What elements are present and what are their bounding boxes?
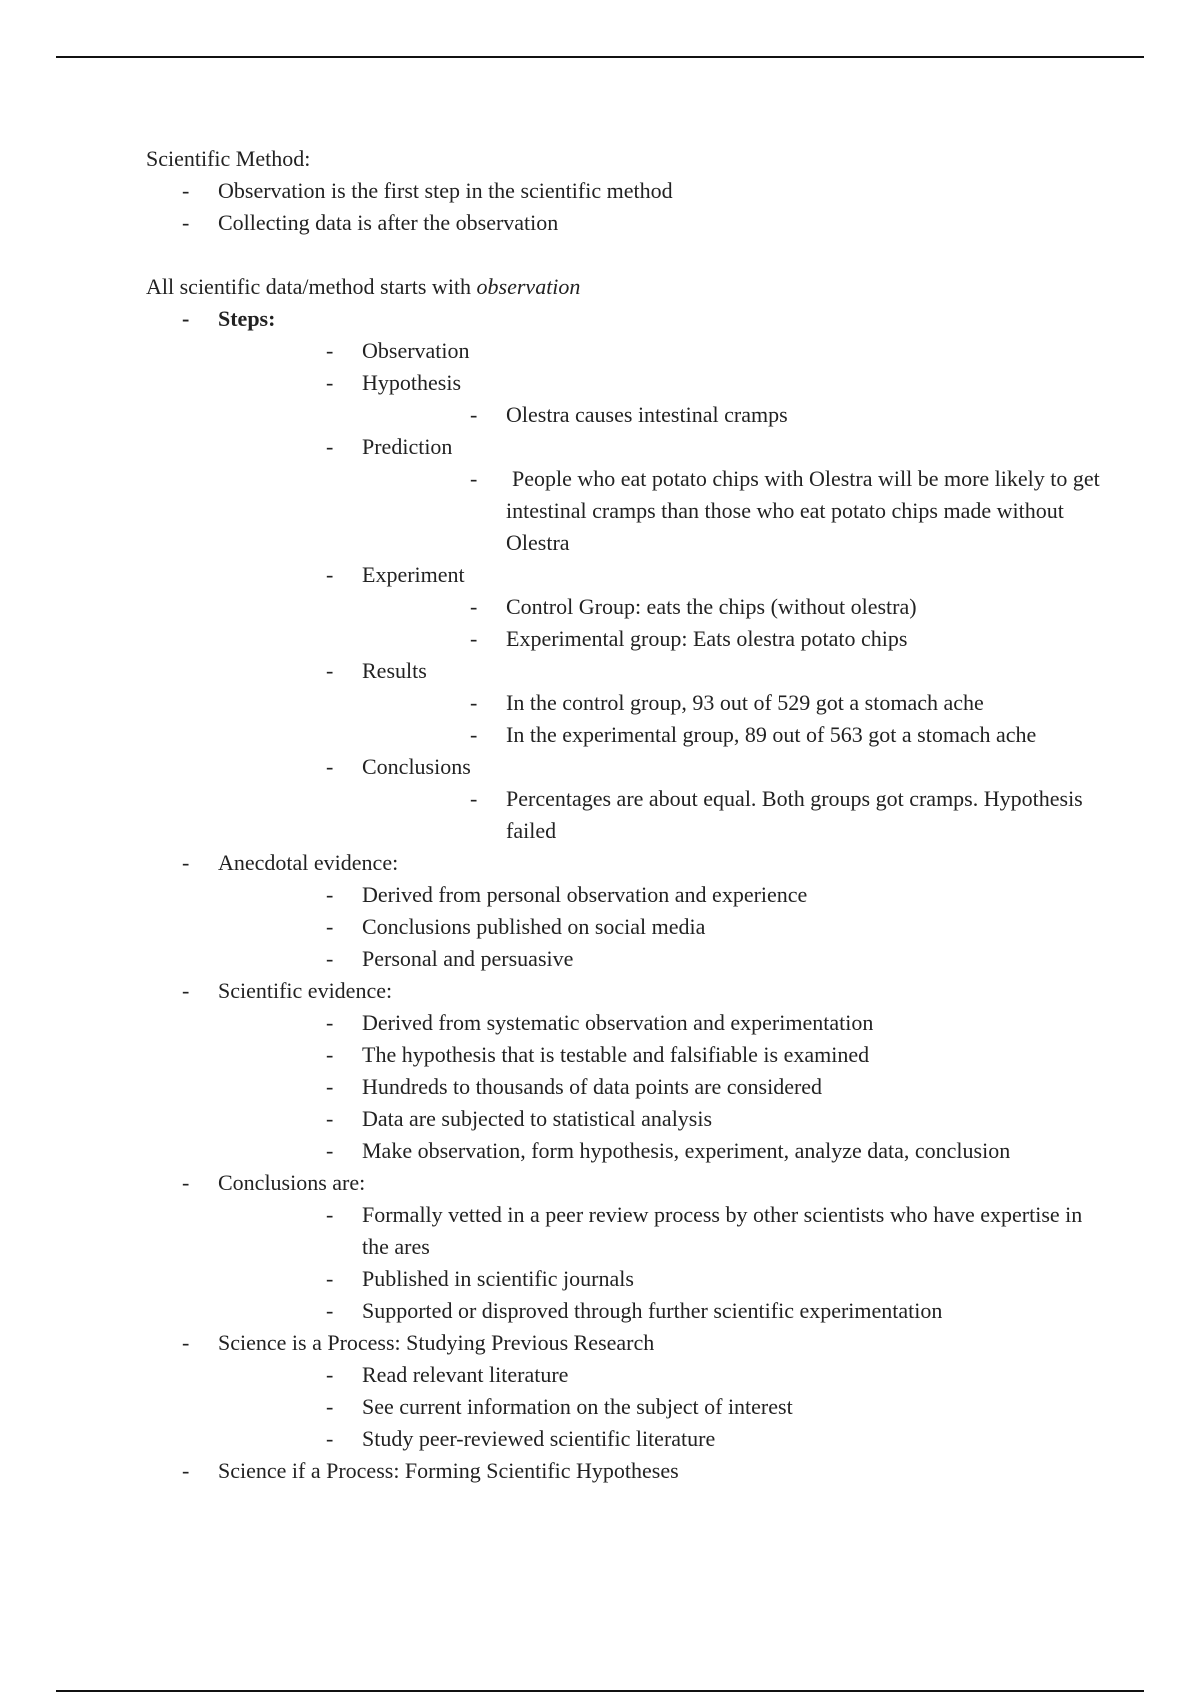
bottom-rule [56,1690,1144,1692]
process-research-item [146,1327,1106,1455]
list-item: - The hypothesis that is testable and falsifiable is examined [290,1039,1106,1071]
statement-emphasis: observation [476,274,581,299]
anecdotal-item [146,847,1106,975]
list-item: - Read relevant literature [290,1359,1106,1391]
conclusions-are-label: Conclusions are: [218,1170,366,1195]
conclusions-details [434,783,1106,847]
list-item: - See current information on the subject of interest [290,1391,1106,1423]
list-item [434,463,1106,559]
list-item: - Data are subjected to statistical analysis [290,1103,1106,1135]
list-item: - Derived from systematic observation and experimentation [290,1007,1106,1039]
observation-statement [146,271,1106,303]
process-research-list [290,1359,1106,1455]
intro-list [146,175,1106,239]
hypothesis-details [434,399,1106,431]
list-item: - In the experimental group, 89 out of 563 got a stomach ache [434,719,1106,751]
list-item: - Observation is the first step in the scientific method [146,175,1106,207]
step-observation: - Observation [290,335,1106,367]
step-results [290,655,1106,751]
steps-list [290,335,1106,847]
scientific-item [146,975,1106,1167]
conclusions-are-item [146,1167,1106,1327]
step-label: Experiment [362,562,465,587]
experiment-details [434,591,1106,655]
list-item: - Experimental group: Eats olestra potato chips [434,623,1106,655]
list-item: - Supported or disproved through further scientific experimentation [290,1295,1106,1327]
step-label: Conclusions [362,754,471,779]
list-item: - In the control group, 93 out of 529 got a stomach ache [434,687,1106,719]
step-prediction [290,431,1106,559]
scientific-label: Scientific evidence: [218,978,393,1003]
process-hypotheses-label: Science if a Process: Forming Scientific Hypotheses [218,1458,679,1483]
list-item: - Published in scientific journals [290,1263,1106,1295]
list-item: - Control Group: eats the chips (without olestra) [434,591,1106,623]
process-research-label: Science is a Process: Studying Previous Research [218,1330,655,1355]
steps-label: Steps: [218,306,276,331]
list-item: - Derived from personal observation and experience [290,879,1106,911]
results-details [434,687,1106,751]
process-hypotheses-item [146,1455,1106,1487]
list-item: - Formally vetted in a peer review process by other scientists who have expertise in the ares [290,1199,1106,1263]
section-heading: Scientific Method: [146,146,311,171]
top-rule [56,56,1144,58]
step-experiment [290,559,1106,655]
prediction-text: People who eat potato chips with Olestra will be more likely to get intestinal cramps than those who eat potato chips made without Olestra [506,466,1100,555]
conclusions-are-list [290,1199,1106,1327]
main-list [146,303,1106,1487]
step-label: Results [362,658,427,683]
list-item: - Study peer-reviewed scientific literature [290,1423,1106,1455]
steps-item [146,303,1106,847]
step-label: Hypothesis [362,370,461,395]
list-item: - Percentages are about equal. Both groups got cramps. Hypothesis failed [434,783,1106,847]
list-item: - Collecting data is after the observation [146,207,1106,239]
list-item: - Hundreds to thousands of data points are considered [290,1071,1106,1103]
anecdotal-list [290,879,1106,975]
statement-text: All scientific data/method starts with [146,274,477,299]
document-body [146,143,1106,1487]
prediction-details [434,463,1106,559]
list-item: - Conclusions published on social media [290,911,1106,943]
step-label: Prediction [362,434,453,459]
list-item: - Make observation, form hypothesis, experiment, analyze data, conclusion [290,1135,1106,1167]
step-conclusions [290,751,1106,847]
step-hypothesis [290,367,1106,431]
list-item: - Personal and persuasive [290,943,1106,975]
anecdotal-label: Anecdotal evidence: [218,850,399,875]
scientific-list [290,1007,1106,1167]
list-item: - Olestra causes intestinal cramps [434,399,1106,431]
